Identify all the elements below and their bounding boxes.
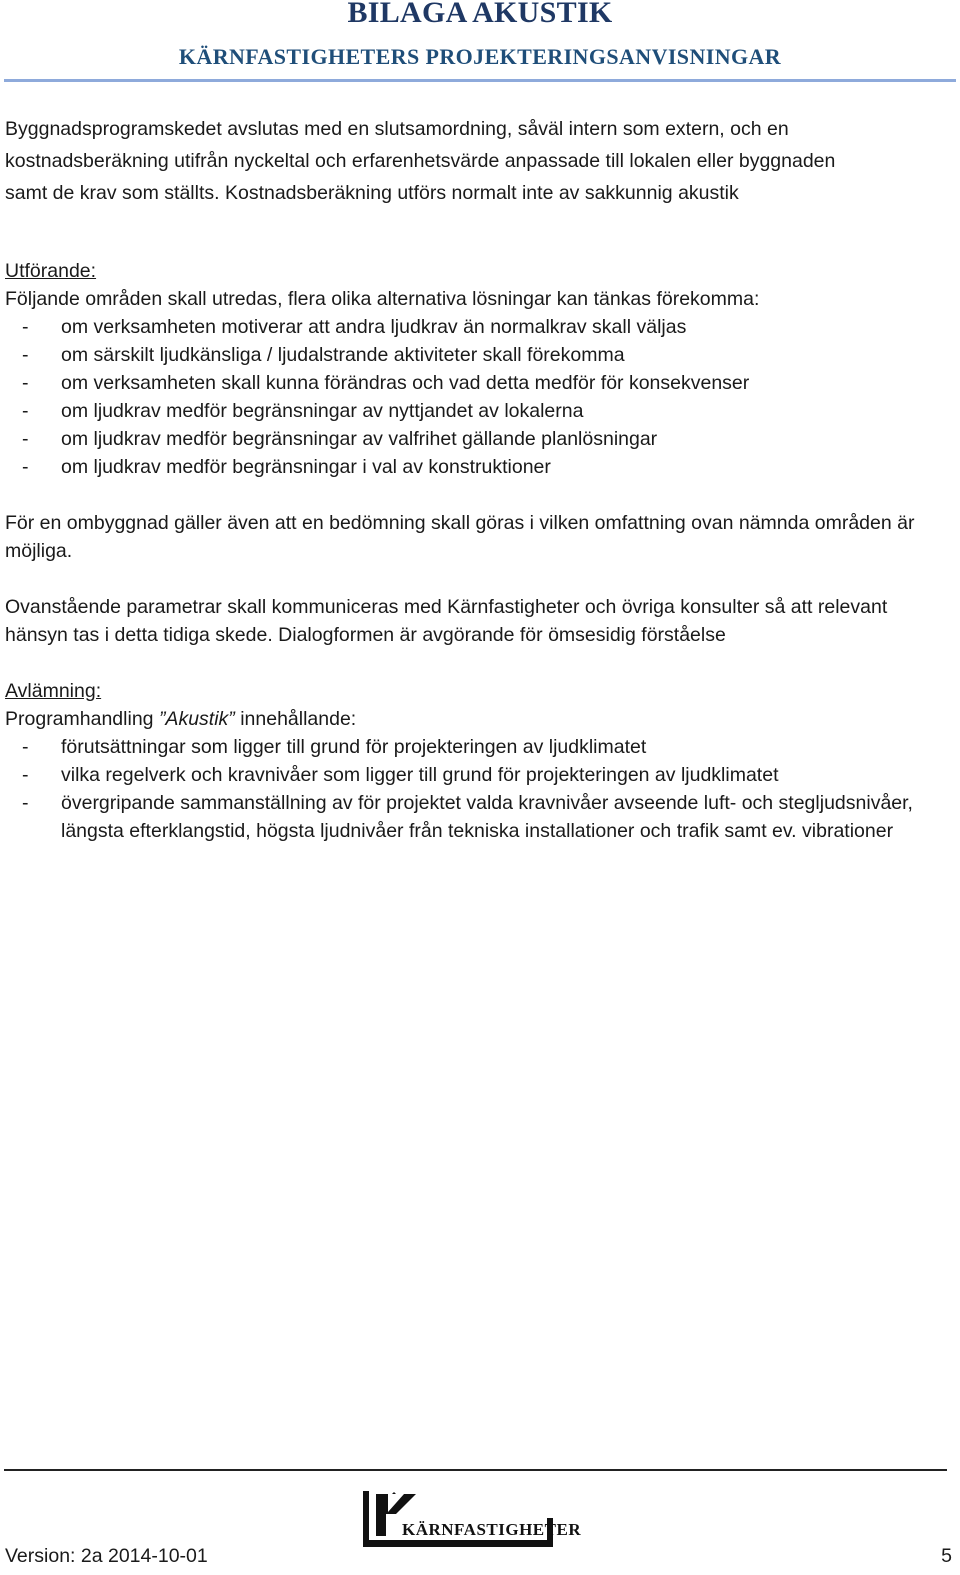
dash-bullet: - (22, 316, 29, 338)
dash-bullet: - (22, 344, 29, 366)
logo-text: KÄRNFASTIGHETER (402, 1520, 582, 1539)
list-item: - om särskilt ljudkänsliga / ljudalstrande aktiviteter skall förekomma (5, 341, 945, 369)
list-item: - vilka regelverk och kravnivåer som ligger till grund för projekteringen av ljudklimatet (5, 761, 945, 789)
spacer (5, 481, 945, 509)
karnfastigheter-logo (362, 1490, 582, 1548)
ombyggnad-paragraph: För en ombyggnad gäller även att en bedömning skall göras i vilken omfattning ovan nämnda områden är möjliga. (5, 512, 915, 562)
dash-bullet: - (22, 400, 29, 422)
intro-line-2: kostnadsberäkning utifrån nyckeltal och erfarenhetsvärde anpassade till lokalen eller byggnaden (5, 150, 836, 172)
list-item: - om ljudkrav medför begränsningar i val av konstruktioner (5, 453, 945, 481)
spacer (5, 565, 945, 593)
list-item: - om ljudkrav medför begränsningar av nyttjandet av lokalerna (5, 397, 945, 425)
version-label: Version: 2a 2014-10-01 (5, 1545, 208, 1567)
page-number: 5 (941, 1545, 952, 1567)
spacer (5, 209, 945, 257)
document-title: BILAGA AKUSTIK (347, 0, 613, 29)
kommunikation-paragraph: Ovanstående parametrar skall kommuniceras med Kärnfastigheter och övriga konsulter så att relevant hänsyn tas i detta tidiga skede. Dialogformen är avgörande för ömsesidig förståelse (5, 596, 888, 646)
header-divider (4, 79, 956, 82)
spacer (5, 649, 945, 677)
dash-bullet: - (22, 764, 29, 786)
dash-bullet: - (22, 792, 29, 814)
dash-bullet: - (22, 372, 29, 394)
list-item: - om verksamheten skall kunna förändras och vad detta medför för konsekvenser (5, 369, 945, 397)
dash-bullet: - (22, 456, 29, 478)
document-body (5, 113, 945, 845)
list-item: - om verksamheten motiverar att andra ljudkrav än normalkrav skall väljas (5, 313, 945, 341)
avlamning-lead-emphasis: ”Akustik” (158, 708, 235, 730)
dash-bullet: - (22, 736, 29, 758)
section-heading-utforande: Utförande: (5, 260, 97, 282)
list-item: - om ljudkrav medför begränsningar av valfrihet gällande planlösningar (5, 425, 945, 453)
section-heading-avlamning: Avlämning: (5, 680, 102, 702)
document-subtitle: KÄRNFASTIGHETERS PROJEKTERINGSANVISNINGAR (178, 44, 782, 69)
intro-line-3: samt de krav som ställts. Kostnadsberäkning utförs normalt inte av sakkunnig akustik (5, 182, 739, 204)
avlamning-list (5, 733, 945, 845)
utforande-lead: Följande områden skall utredas, flera olika alternativa lösningar kan tänkas förekomma: (5, 288, 760, 310)
intro-line-1: Byggnadsprogramskedet avslutas med en slutsamordning, såväl intern som extern, och en (5, 118, 789, 140)
list-item: - övergripande sammanställning av för projektet valda kravnivåer avseende luft- och stegljudsnivåer, längsta efterklangstid, högsta ljudnivåer från tekniska installationer och trafik samt ev. vibrationer (5, 789, 945, 845)
list-item: - förutsättningar som ligger till grund för projekteringen av ljudklimatet (5, 733, 945, 761)
footer-divider (4, 1469, 947, 1471)
utforande-list (5, 313, 945, 481)
avlamning-lead: Programhandling ”Akustik” innehållande: (5, 708, 357, 730)
dash-bullet: - (22, 428, 29, 450)
